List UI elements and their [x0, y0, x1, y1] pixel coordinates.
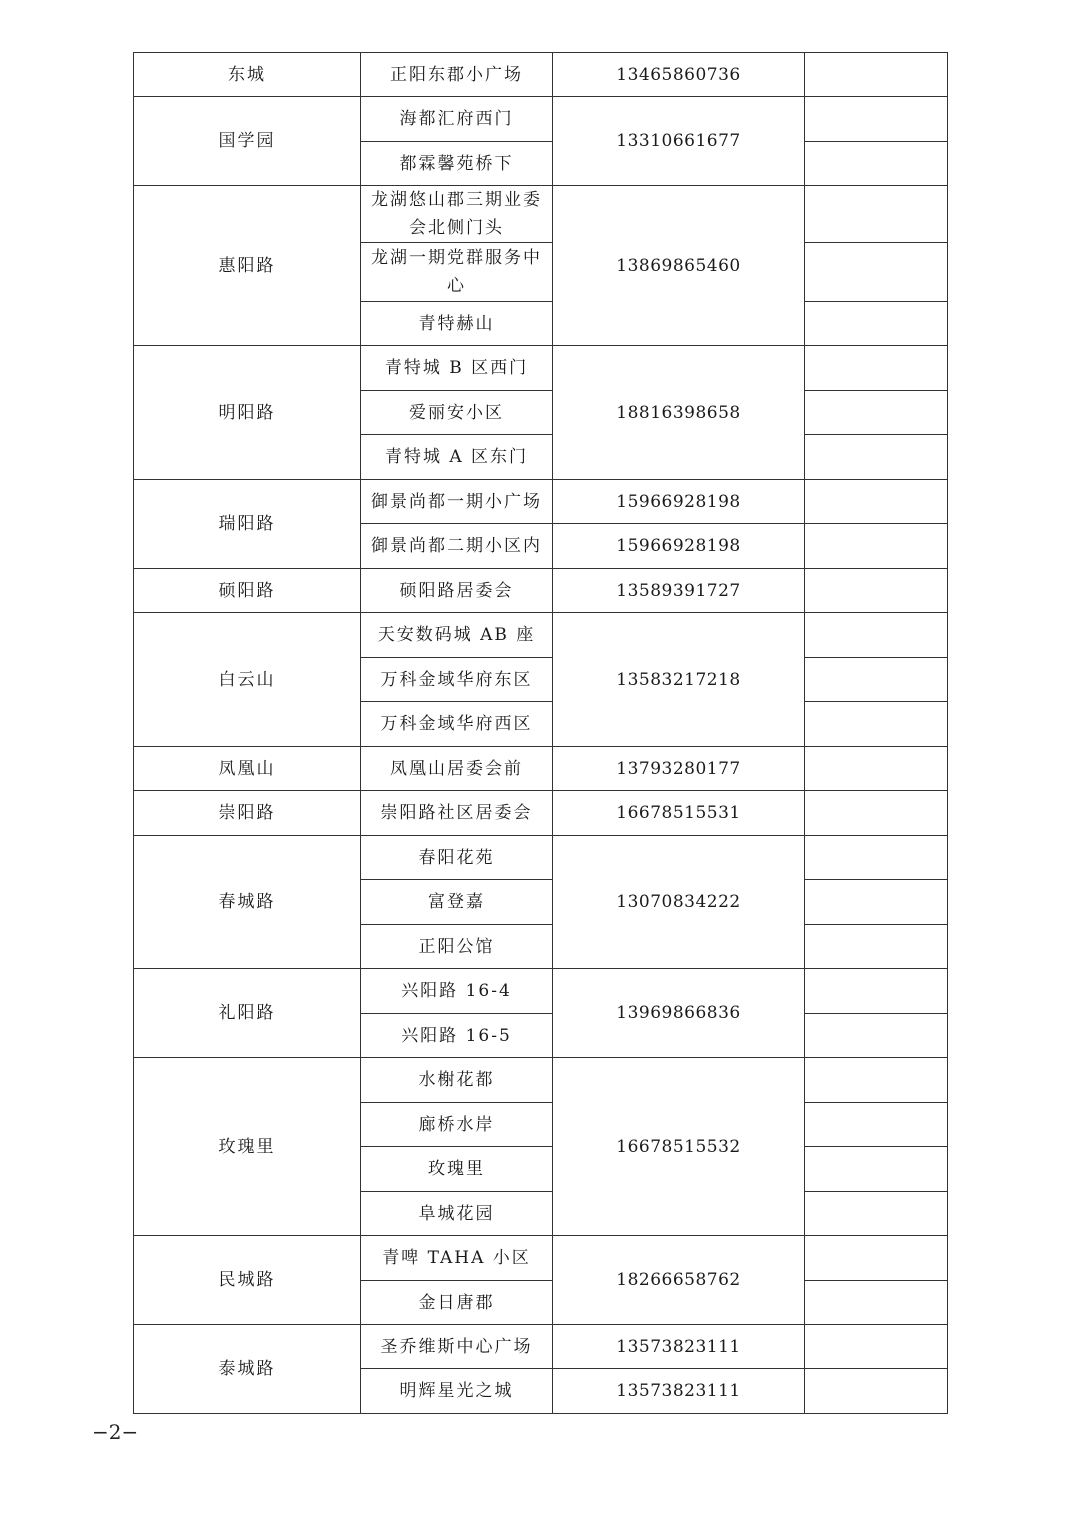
blank-cell	[805, 53, 948, 97]
table-row	[134, 53, 948, 97]
blank-cell	[805, 658, 948, 702]
table-row	[134, 836, 948, 880]
site-cell: 都霖馨苑桥下	[361, 142, 553, 186]
site-cell: 兴阳路 16-4	[361, 969, 553, 1014]
phone-cell: 13573823111	[553, 1325, 805, 1369]
site-cell: 龙湖一期党群服务中心	[361, 243, 553, 302]
area-cell: 玫瑰里	[134, 1058, 361, 1236]
area-cell: 泰城路	[134, 1325, 361, 1414]
site-cell: 万科金域华府东区	[361, 658, 553, 702]
site-cell: 海都汇府西门	[361, 97, 553, 142]
phone-cell: 16678515531	[553, 791, 805, 836]
table-row	[134, 480, 948, 524]
table-row	[134, 1325, 948, 1369]
site-cell: 春阳花苑	[361, 836, 553, 880]
blank-cell	[805, 186, 948, 243]
blank-cell	[805, 791, 948, 836]
phone-cell: 13310661677	[553, 97, 805, 186]
table-row	[134, 346, 948, 391]
site-cell: 水榭花都	[361, 1058, 553, 1103]
blank-cell	[805, 346, 948, 391]
site-cell: 正阳东郡小广场	[361, 53, 553, 97]
site-cell: 御景尚都一期小广场	[361, 480, 553, 524]
blank-cell	[805, 1147, 948, 1192]
area-cell: 礼阳路	[134, 969, 361, 1058]
blank-cell	[805, 1103, 948, 1147]
phone-cell: 13589391727	[553, 569, 805, 613]
site-cell: 青特城 B 区西门	[361, 346, 553, 391]
blank-cell	[805, 243, 948, 302]
page-number: −2−	[92, 1420, 139, 1444]
site-cell: 硕阳路居委会	[361, 569, 553, 613]
blank-cell	[805, 142, 948, 186]
area-cell: 崇阳路	[134, 791, 361, 836]
area-cell: 春城路	[134, 836, 361, 969]
site-cell: 凤凰山居委会前	[361, 747, 553, 791]
blank-cell	[805, 435, 948, 480]
blank-cell	[805, 1281, 948, 1325]
site-cell: 万科金域华府西区	[361, 702, 553, 747]
table-row	[134, 569, 948, 613]
phone-cell: 13070834222	[553, 836, 805, 969]
area-cell: 白云山	[134, 613, 361, 747]
blank-cell	[805, 836, 948, 880]
blank-cell	[805, 1236, 948, 1281]
site-cell: 龙湖悠山郡三期业委会北侧门头	[361, 186, 553, 243]
table-row	[134, 969, 948, 1014]
blank-cell	[805, 702, 948, 747]
table-row	[134, 1236, 948, 1281]
blank-cell	[805, 480, 948, 524]
site-cell: 兴阳路 16-5	[361, 1014, 553, 1058]
site-cell: 富登嘉	[361, 880, 553, 925]
phone-cell: 15966928198	[553, 480, 805, 524]
blank-cell	[805, 969, 948, 1014]
area-cell: 东城	[134, 53, 361, 97]
table-row	[134, 613, 948, 658]
site-cell: 崇阳路社区居委会	[361, 791, 553, 836]
blank-cell	[805, 391, 948, 435]
blank-cell	[805, 747, 948, 791]
site-cell: 御景尚都二期小区内	[361, 524, 553, 569]
phone-cell: 18266658762	[553, 1236, 805, 1325]
blank-cell	[805, 524, 948, 569]
blank-cell	[805, 1192, 948, 1236]
blank-cell	[805, 569, 948, 613]
phone-cell: 13869865460	[553, 186, 805, 346]
area-cell: 国学园	[134, 97, 361, 186]
table-row	[134, 186, 948, 243]
area-cell: 惠阳路	[134, 186, 361, 346]
phone-cell: 13793280177	[553, 747, 805, 791]
table-row	[134, 791, 948, 836]
phone-cell: 13969866836	[553, 969, 805, 1058]
phone-cell: 13573823111	[553, 1369, 805, 1414]
phone-cell: 13583217218	[553, 613, 805, 747]
table-row	[134, 1058, 948, 1103]
blank-cell	[805, 925, 948, 969]
table-row	[134, 747, 948, 791]
phone-cell: 13465860736	[553, 53, 805, 97]
site-cell: 阜城花园	[361, 1192, 553, 1236]
site-cell: 明辉星光之城	[361, 1369, 553, 1414]
area-cell: 瑞阳路	[134, 480, 361, 569]
phone-cell: 16678515532	[553, 1058, 805, 1236]
area-cell: 凤凰山	[134, 747, 361, 791]
area-cell: 明阳路	[134, 346, 361, 480]
site-cell: 青特赫山	[361, 302, 553, 346]
site-contact-table	[133, 52, 948, 1414]
blank-cell	[805, 613, 948, 658]
area-cell: 硕阳路	[134, 569, 361, 613]
blank-cell	[805, 1325, 948, 1369]
blank-cell	[805, 1014, 948, 1058]
site-cell: 天安数码城 AB 座	[361, 613, 553, 658]
blank-cell	[805, 1058, 948, 1103]
table-row	[134, 97, 948, 142]
blank-cell	[805, 97, 948, 142]
site-cell: 青特城 A 区东门	[361, 435, 553, 480]
site-cell: 金日唐郡	[361, 1281, 553, 1325]
phone-cell: 18816398658	[553, 346, 805, 480]
blank-cell	[805, 302, 948, 346]
site-cell: 正阳公馆	[361, 925, 553, 969]
blank-cell	[805, 1369, 948, 1414]
site-cell: 玫瑰里	[361, 1147, 553, 1192]
area-cell: 民城路	[134, 1236, 361, 1325]
phone-cell: 15966928198	[553, 524, 805, 569]
blank-cell	[805, 880, 948, 925]
site-cell: 爱丽安小区	[361, 391, 553, 435]
site-cell: 青啤 TAHA 小区	[361, 1236, 553, 1281]
site-cell: 圣乔维斯中心广场	[361, 1325, 553, 1369]
site-cell: 廊桥水岸	[361, 1103, 553, 1147]
